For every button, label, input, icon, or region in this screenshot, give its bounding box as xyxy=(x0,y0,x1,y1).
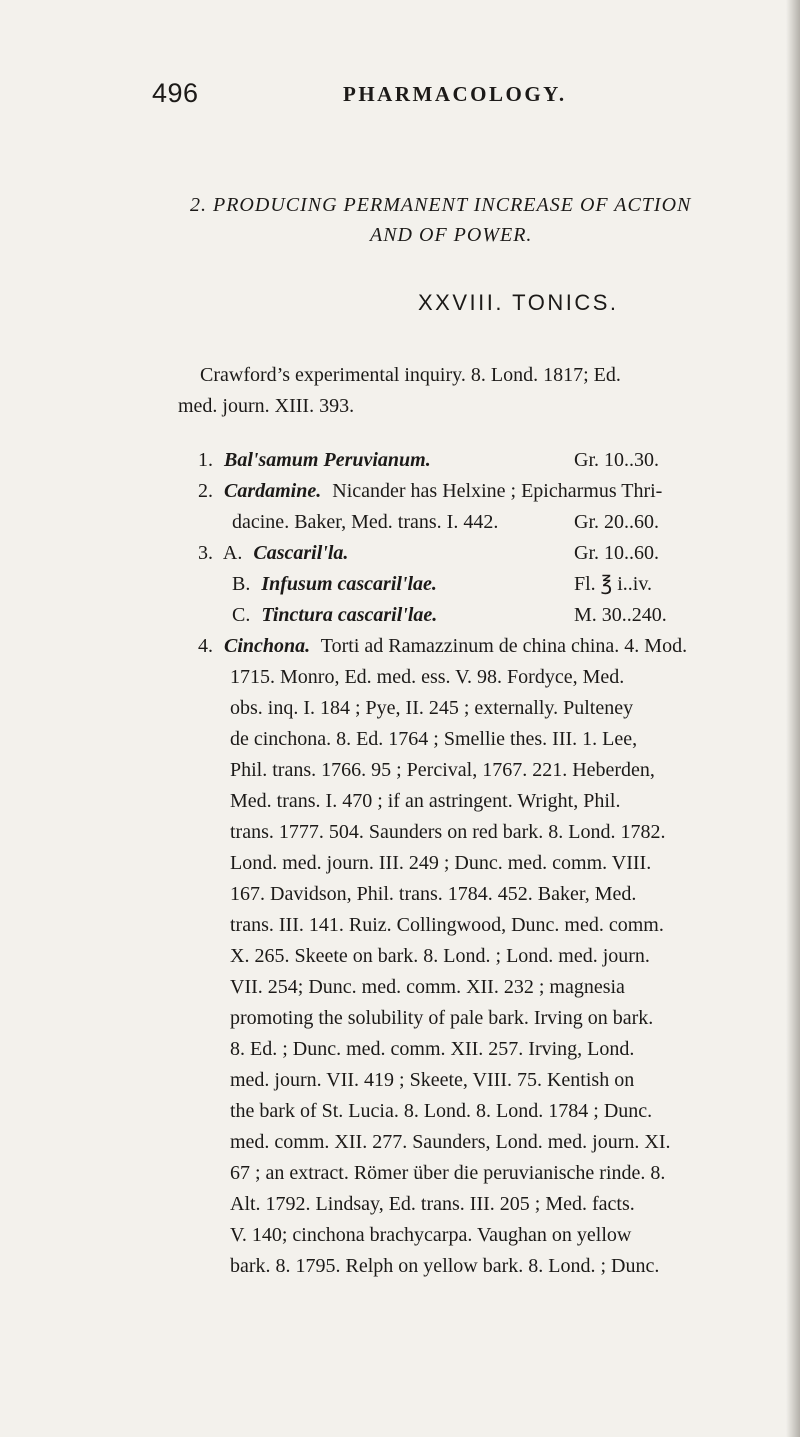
spacer xyxy=(230,422,765,445)
entry-text-line: the bark of St. Lucia. 8. Lond. 8. Lond. 1784 ; Dunc. xyxy=(230,1100,653,1122)
entry-text-line: Phil. trans. 1766. 95 ; Percival, 1767. 221. Heberden, xyxy=(230,759,655,781)
entry-sub-label: A. xyxy=(222,542,243,564)
entry-dose: M. 30..240. xyxy=(574,604,667,626)
entry-cardamine-cont xyxy=(198,507,765,538)
entry-cardamine xyxy=(198,476,765,507)
entry-text-line: obs. inq. I. 184 ; Pye, II. 245 ; externally. Pulteney xyxy=(230,697,634,719)
entry-text-line: 167. Davidson, Phil. trans. 1784. 452. Baker, Med. xyxy=(230,883,637,905)
entry-cascarilla-c xyxy=(198,600,765,631)
entry-number: 4. xyxy=(198,635,213,657)
section-heading-line-1: 2. PRODUCING PERMANENT INCREASE OF ACTION xyxy=(190,194,692,216)
entry-text-line: trans. III. 141. Ruiz. Collingwood, Dunc. med. comm. xyxy=(230,914,664,936)
chapter-title: XXVIII. TONICS. xyxy=(418,290,619,315)
entry-text-line: Lond. med. journ. III. 249 ; Dunc. med. comm. VIII. xyxy=(230,852,652,874)
entry-dose: Fl. ℥ i..iv. xyxy=(574,573,653,595)
intro-line-2: med. journ. XIII. 393. xyxy=(178,395,355,417)
entry-name: Cascaril'la. xyxy=(253,542,349,564)
entry-text-line: de cinchona. 8. Ed. 1764 ; Smellie thes. III. 1. Lee, xyxy=(230,728,638,750)
entry-sub-label: B. xyxy=(232,573,251,595)
entry-dose: Gr. 20..60. xyxy=(574,511,659,533)
entry-text-line: promoting the solubility of pale bark. Irving on bark. xyxy=(230,1007,654,1029)
entry-dose: Gr. 10..60. xyxy=(574,542,659,564)
entry-text-line: X. 265. Skeete on bark. 8. Lond. ; Lond. med. journ. xyxy=(230,945,650,967)
entry-number: 1. xyxy=(198,449,213,471)
entry-name: Tinctura cascaril'lae. xyxy=(261,604,438,626)
entry-cascarilla-b xyxy=(198,569,765,600)
entry-text-line: Alt. 1792. Lindsay, Ed. trans. III. 205 ; Med. facts. xyxy=(230,1193,635,1215)
entry-text: Nicander has Helxine ; Epicharmus Thri- xyxy=(332,480,663,502)
entry-text-line: V. 140; cinchona brachycarpa. Vaughan on yellow xyxy=(230,1224,632,1246)
entry-sub-label: C. xyxy=(232,604,251,626)
entry-text-line: Med. trans. I. 470 ; if an astringent. Wright, Phil. xyxy=(230,790,621,812)
entry-text-line: 67 ; an extract. Römer über die peruvianische rinde. 8. xyxy=(230,1162,666,1184)
entry-text: Torti ad Ramazzinum de china china. 4. Mod. xyxy=(320,635,688,657)
entry-balsam xyxy=(198,445,765,476)
entry-number: 2. xyxy=(198,480,213,502)
entry-text-line: VII. 254; Dunc. med. comm. XII. 232 ; magnesia xyxy=(230,976,625,998)
entry-text-line: med. journ. VII. 419 ; Skeete, VIII. 75. Kentish on xyxy=(230,1069,635,1091)
intro-line-1: Crawford’s experimental inquiry. 8. Lond. 1817; Ed. xyxy=(200,364,621,386)
entry-name: Cinchona. xyxy=(224,635,311,657)
section-heading xyxy=(160,190,800,250)
entry-text-line: trans. 1777. 504. Saunders on red bark. 8. Lond. 1782. xyxy=(230,821,666,843)
entry-cascarilla-a xyxy=(198,538,765,569)
entry-text-line: 1715. Monro, Ed. med. ess. V. 98. Fordyce, Med. xyxy=(230,666,625,688)
entry-text: dacine. Baker, Med. trans. I. 442. xyxy=(232,511,499,533)
entry-name: Bal'samum Peruvianum. xyxy=(224,449,431,471)
page-number: 496 xyxy=(152,78,199,108)
body-text xyxy=(178,360,765,1282)
entry-text-line: 8. Ed. ; Dunc. med. comm. XII. 257. Irving, Lond. xyxy=(230,1038,635,1060)
entry-number: 3. xyxy=(198,542,213,564)
entry-name: Infusum cascaril'lae. xyxy=(261,573,437,595)
section-heading-line-2: AND OF POWER. xyxy=(370,224,533,246)
entry-dose: Gr. 10..30. xyxy=(574,449,659,471)
running-head xyxy=(152,78,792,112)
running-title: PHARMACOLOGY. xyxy=(343,82,567,106)
entry-name: Cardamine. xyxy=(224,480,322,502)
entry-text-line: bark. 8. 1795. Relph on yellow bark. 8. Lond. ; Dunc. xyxy=(230,1255,660,1277)
entry-cinchona xyxy=(198,631,765,662)
entry-text-line: med. comm. XII. 277. Saunders, Lond. med. journ. XI. xyxy=(230,1131,671,1153)
